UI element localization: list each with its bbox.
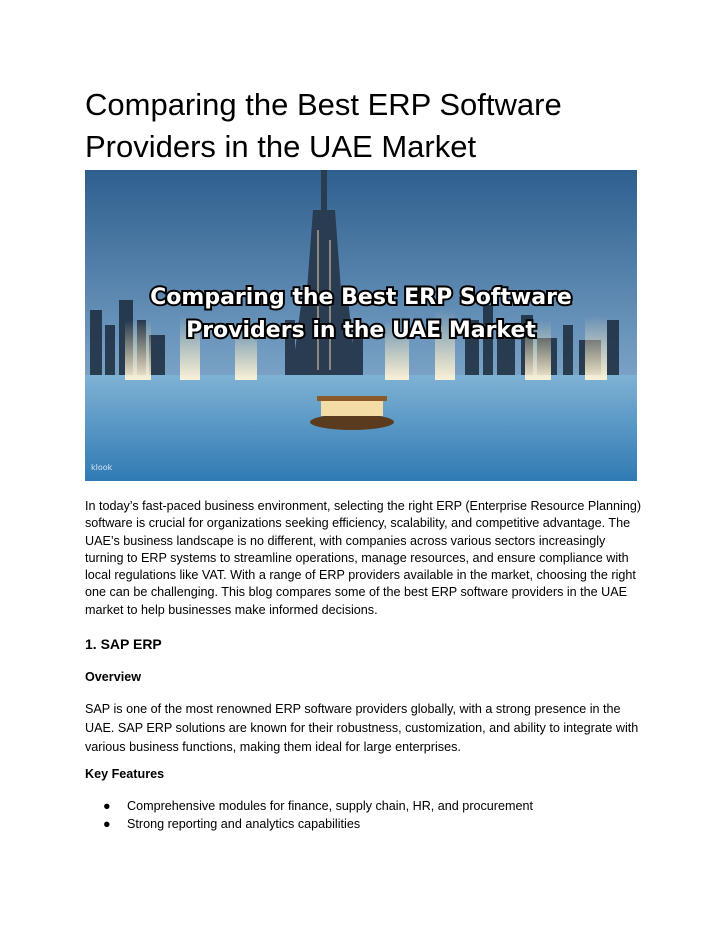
bullet-icon: ● <box>103 817 111 831</box>
hero-image <box>85 170 637 481</box>
hero-watermark: klook <box>91 463 113 472</box>
intro-paragraph: In today’s fast-paced business environment, selecting the right ERP (Enterprise Resource Planning) software is crucial for organizations seeking efficiency, scalability, and competitive advantage. The UAE’s business landscape is no different, with companies across various sectors increasingly turning to ERP systems to streamline operations, manage resources, and ensure compliance with local regulations like VAT. With a range of ERP providers available in the market, choosing the right one can be challenging. This blog compares some of the best ERP software providers in the UAE market to help businesses make informed decisions. <box>85 499 642 617</box>
page-title: Comparing the Best ERP Software Providers in the UAE Market <box>85 87 562 164</box>
hero-illustration <box>85 170 637 481</box>
overview-paragraph: SAP is one of the most renowned ERP software providers globally, with a strong presence in the UAE. SAP ERP solutions are known for their robustness, customization, and ability to integrate with various business functions, making them ideal for large enterprises. <box>85 702 639 754</box>
list-item <box>103 815 533 833</box>
key-features-heading: Key Features <box>85 767 165 781</box>
bullet-icon: ● <box>103 799 111 813</box>
overview-heading: Overview <box>85 670 142 684</box>
hero-overlay-line1: Comparing the Best ERP Software <box>150 285 572 310</box>
list-item <box>103 797 533 815</box>
feature-text: Comprehensive modules for finance, supply chain, HR, and procurement <box>127 799 534 813</box>
feature-text: Strong reporting and analytics capabilities <box>127 817 361 831</box>
hero-overlay-line2: Providers in the UAE Market <box>186 318 536 343</box>
feature-list <box>103 797 533 833</box>
section-heading-sap: 1. SAP ERP <box>85 636 162 652</box>
